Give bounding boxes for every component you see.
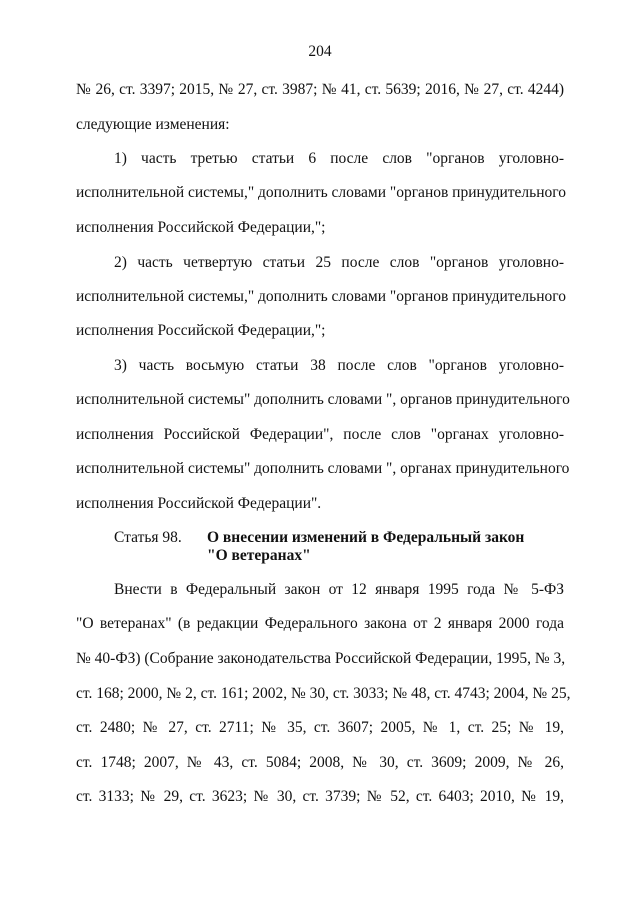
list-item-2-line: 2) часть четвертую статьи 25 после слов "органов уголовно- <box>114 254 564 271</box>
text-line: "О ветеранах" (в редакции Федерального закона от 2 января 2000 года <box>76 615 564 632</box>
text-line: исполнительной системы" дополнить словами ", органах принудительного <box>76 460 570 477</box>
page-number: 204 <box>308 43 332 60</box>
article-label: Статья 98. <box>114 529 182 546</box>
text-line: ст. 3133; № 29, ст. 3623; № 30, ст. 3739; № 52, ст. 6403; 2010, № 19, <box>76 788 564 805</box>
text-line: исполнения Российской Федерации", после слов "органах уголовно- <box>76 426 564 443</box>
article-title-line-1: О внесении изменений в Федеральный закон <box>207 529 525 546</box>
text-line: исполнительной системы," дополнить словами "органов принудительного <box>76 288 566 305</box>
text-line: ст. 2480; № 27, ст. 2711; № 35, ст. 3607; 2005, № 1, ст. 25; № 19, <box>76 719 564 736</box>
text-line: исполнительной системы" дополнить словами ", органов принудительного <box>76 391 570 408</box>
text-line: следующие изменения: <box>76 116 230 133</box>
text-line: № 26, ст. 3397; 2015, № 27, ст. 3987; № 41, ст. 5639; 2016, № 27, ст. 4244) <box>76 81 564 98</box>
text-line: Внести в Федеральный закон от 12 января 1995 года № 5-ФЗ <box>114 581 564 598</box>
text-line: исполнительной системы," дополнить словами "органов принудительного <box>76 184 566 201</box>
list-item-1-line: 1) часть третью статьи 6 после слов "органов уголовно- <box>114 150 564 167</box>
text-line: № 40-ФЗ) (Собрание законодательства Российской Федерации, 1995, № 3, <box>76 650 566 667</box>
article-title-line-2: "О ветеранах" <box>207 547 311 564</box>
text-line: ст. 168; 2000, № 2, ст. 161; 2002, № 30, ст. 3033; № 48, ст. 4743; 2004, № 25, <box>76 685 571 702</box>
text-line: исполнения Российской Федерации". <box>76 495 322 512</box>
text-line: исполнения Российской Федерации,"; <box>76 322 326 339</box>
list-item-3-line: 3) часть восьмую статьи 38 после слов "органов уголовно- <box>114 357 564 374</box>
text-line: ст. 1748; 2007, № 43, ст. 5084; 2008, № 30, ст. 3609; 2009, № 26, <box>76 754 564 771</box>
text-line: исполнения Российской Федерации,"; <box>76 219 326 236</box>
